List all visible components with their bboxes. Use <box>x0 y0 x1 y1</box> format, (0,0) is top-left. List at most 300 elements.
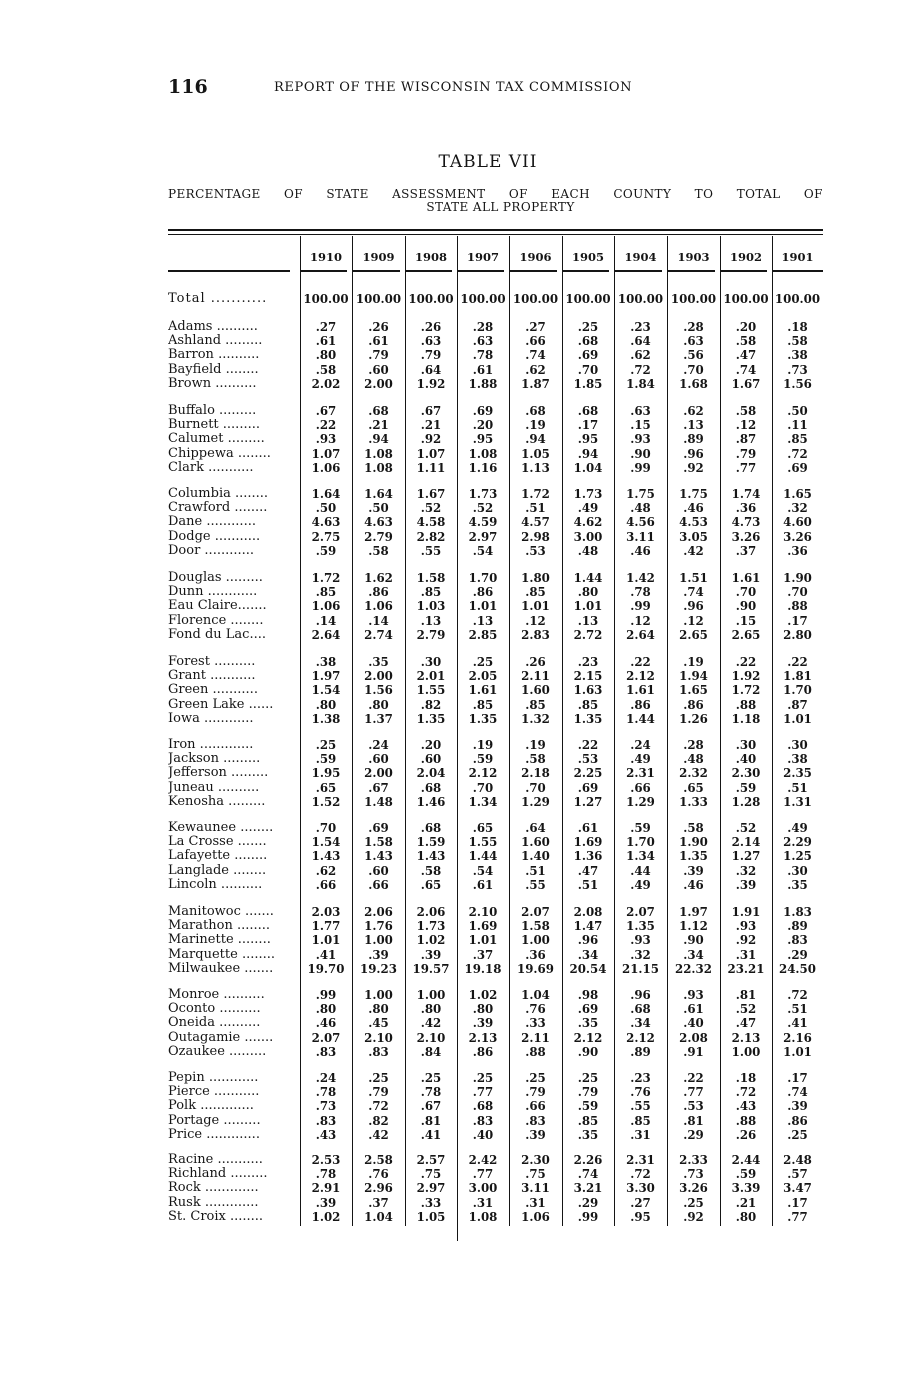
county-value: .90 <box>735 599 757 614</box>
county-value: .85 <box>315 585 337 600</box>
county-value: 1.69 <box>468 919 498 934</box>
county-name: Portage ......... <box>168 1113 261 1128</box>
county-value: 1.88 <box>468 376 498 391</box>
county-value: 1.44 <box>468 849 498 864</box>
county-value: .62 <box>525 362 546 377</box>
county-value: .93 <box>630 933 651 948</box>
county-value: 1.12 <box>679 919 708 934</box>
county-value: .67 <box>420 404 442 418</box>
county-value: 2.06 <box>364 905 393 919</box>
total-label: Total ........... <box>168 292 268 306</box>
county-value: 1.02 <box>311 1209 341 1224</box>
county-value: .53 <box>577 752 599 767</box>
county-value: 1.00 <box>731 1044 761 1059</box>
county-value: .55 <box>525 877 546 892</box>
county-name: Grant ........... <box>168 669 256 684</box>
county-value: .21 <box>735 1195 757 1210</box>
county-value: .39 <box>420 947 442 962</box>
county-value: 1.36 <box>573 849 603 864</box>
county-value: .57 <box>787 1167 808 1182</box>
county-value: 1.81 <box>783 669 812 684</box>
county-value: .93 <box>735 919 757 934</box>
county-value: 3.47 <box>783 1181 812 1196</box>
running-header: REPORT OF THE WISCONSIN TAX COMMISSION <box>274 80 633 95</box>
county-value: 1.01 <box>521 599 550 614</box>
county-value: 1.35 <box>416 711 446 726</box>
county-value: 2.53 <box>311 1153 341 1167</box>
caption-word: ASSESSMENT <box>392 187 486 201</box>
county-value: .93 <box>315 432 337 447</box>
county-value: .88 <box>525 1044 546 1059</box>
county-value: .41 <box>315 947 337 962</box>
county-value: 2.30 <box>731 766 761 781</box>
county-value: 1.56 <box>364 683 393 698</box>
county-value: .80 <box>735 1209 757 1224</box>
county-value: 1.83 <box>783 905 812 919</box>
total-value: 100.00 <box>565 292 611 306</box>
county-value: .59 <box>630 821 651 835</box>
county-value: .70 <box>472 780 494 795</box>
county-value: .32 <box>735 863 757 878</box>
county-name: Milwaukee ....... <box>168 961 274 976</box>
year-header: 1903 <box>677 250 710 264</box>
county-name: Juneau .......... <box>168 780 260 795</box>
county-name: Price ............. <box>168 1127 260 1142</box>
county-value: .63 <box>472 334 494 349</box>
county-value: .27 <box>315 320 337 334</box>
county-name: Green ........... <box>168 683 258 698</box>
county-value: .96 <box>683 446 704 461</box>
county-value: 4.57 <box>521 515 550 530</box>
county-value: 2.85 <box>468 627 498 642</box>
county-value: 1.34 <box>626 849 655 864</box>
county-value: 2.05 <box>468 669 498 684</box>
county-value: .27 <box>525 320 546 334</box>
caption-word: OF <box>284 187 304 201</box>
county-name: Crawford ........ <box>168 501 268 516</box>
county-value: 2.04 <box>416 766 446 781</box>
county-value: 1.01 <box>783 1044 812 1059</box>
header-underline <box>405 270 452 272</box>
county-value: .46 <box>683 877 704 892</box>
county-value: .34 <box>577 947 599 962</box>
county-value: .61 <box>472 362 494 377</box>
county-value: .12 <box>525 613 546 628</box>
county-value: .67 <box>315 404 337 418</box>
county-value: .61 <box>577 821 599 835</box>
county-value: .60 <box>368 752 389 767</box>
county-name: Adams .......... <box>168 320 258 334</box>
county-value: .39 <box>472 1016 494 1031</box>
county-value: .74 <box>577 1167 599 1182</box>
county-value: .96 <box>577 933 599 948</box>
county-value: 1.92 <box>416 376 446 391</box>
county-value: 1.90 <box>783 571 812 585</box>
county-value: 2.48 <box>783 1153 812 1167</box>
county-value: .48 <box>577 543 599 558</box>
county-value: .51 <box>525 501 546 516</box>
county-value: 2.65 <box>679 627 708 642</box>
county-value: .65 <box>472 821 494 835</box>
county-value: 1.13 <box>521 460 550 475</box>
county-value: .39 <box>683 863 704 878</box>
county-value: .14 <box>368 613 389 628</box>
county-value: 1.84 <box>626 376 655 391</box>
county-value: .41 <box>420 1127 442 1142</box>
county-value: 1.67 <box>416 487 446 501</box>
county-value: .92 <box>683 460 704 475</box>
county-value: .36 <box>735 501 757 516</box>
county-value: .18 <box>787 320 808 334</box>
county-value: .94 <box>368 432 389 447</box>
county-value: .59 <box>315 543 337 558</box>
county-value: 1.40 <box>521 849 550 864</box>
county-value: 1.59 <box>416 835 446 850</box>
county-value: 19.23 <box>360 961 397 976</box>
county-value: .94 <box>525 432 546 447</box>
county-value: .55 <box>420 543 442 558</box>
county-value: 1.87 <box>521 376 550 391</box>
county-value: 1.80 <box>521 571 550 585</box>
county-value: .90 <box>683 933 704 948</box>
county-value: .43 <box>315 1127 337 1142</box>
county-value: 1.06 <box>311 599 341 614</box>
county-value: .78 <box>472 348 494 363</box>
county-value: .25 <box>787 1127 808 1142</box>
county-value: .46 <box>683 501 704 516</box>
top-rule <box>168 229 823 231</box>
county-value: 2.96 <box>364 1181 393 1196</box>
county-value: .95 <box>577 432 599 447</box>
county-value: 2.07 <box>521 905 550 919</box>
county-value: .82 <box>368 1113 389 1128</box>
county-value: 1.35 <box>468 711 498 726</box>
county-value: 2.72 <box>573 627 603 642</box>
county-value: .79 <box>420 348 442 363</box>
county-value: 1.08 <box>364 460 393 475</box>
county-value: 3.05 <box>679 529 708 544</box>
county-value: 2.58 <box>364 1153 393 1167</box>
county-value: .26 <box>368 320 389 334</box>
header-underline <box>352 270 400 272</box>
county-value: .92 <box>683 1209 704 1224</box>
county-name: Eau Claire....... <box>168 599 267 614</box>
county-value: .30 <box>787 863 808 878</box>
county-value: .88 <box>735 697 757 712</box>
county-value: .42 <box>420 1016 442 1031</box>
county-value: .69 <box>368 821 389 835</box>
county-value: 1.25 <box>783 849 812 864</box>
county-value: .92 <box>420 432 442 447</box>
county-value: .21 <box>368 418 389 433</box>
county-name: Lafayette ........ <box>168 849 268 864</box>
county-value: 19.18 <box>464 961 502 976</box>
county-value: .22 <box>630 655 651 669</box>
county-value: .69 <box>787 460 808 475</box>
county-value: 2.12 <box>573 1030 603 1045</box>
county-value: .69 <box>577 348 599 363</box>
county-value: 1.46 <box>416 794 446 809</box>
county-name: Dodge ........... <box>168 529 261 544</box>
county-value: .54 <box>472 543 494 558</box>
table-title: TABLE VII <box>438 152 538 172</box>
county-value: .31 <box>735 947 757 962</box>
county-value: 1.48 <box>364 794 393 809</box>
total-value: 100.00 <box>670 292 717 306</box>
county-value: 1.29 <box>626 794 655 809</box>
county-value: .20 <box>472 418 494 433</box>
county-value: .49 <box>577 501 599 516</box>
county-value: .18 <box>735 1071 757 1085</box>
county-value: 2.64 <box>311 627 341 642</box>
county-value: .50 <box>787 404 808 418</box>
total-value: 100.00 <box>460 292 506 306</box>
county-name: La Crosse ....... <box>168 835 267 850</box>
county-value: .78 <box>315 1085 337 1100</box>
county-value: .72 <box>630 1167 651 1182</box>
county-value: .52 <box>735 1002 757 1017</box>
county-value: 1.37 <box>364 711 393 726</box>
county-value: .85 <box>787 432 808 447</box>
county-value: 1.77 <box>311 919 341 934</box>
county-value: .47 <box>735 348 757 363</box>
county-value: .58 <box>368 543 389 558</box>
county-value: 4.60 <box>783 515 812 530</box>
county-value: .26 <box>420 320 442 334</box>
county-value: .30 <box>787 738 808 752</box>
county-value: .82 <box>420 697 442 712</box>
county-value: .24 <box>630 738 651 752</box>
county-value: .38 <box>315 655 337 669</box>
county-value: .60 <box>368 362 389 377</box>
county-value: .83 <box>368 1044 389 1059</box>
county-value: 1.73 <box>416 919 446 934</box>
county-value: .73 <box>315 1099 337 1114</box>
county-value: 1.73 <box>468 487 498 501</box>
county-value: .33 <box>525 1016 546 1031</box>
county-value: .22 <box>315 418 337 433</box>
county-value: .61 <box>315 334 337 349</box>
county-value: 3.21 <box>573 1181 603 1196</box>
county-value: .35 <box>577 1016 599 1031</box>
county-name: Clark ........... <box>168 460 254 475</box>
county-value: .90 <box>630 446 651 461</box>
county-value: .56 <box>683 348 704 363</box>
county-name: Jackson ......... <box>168 752 261 767</box>
header-underline <box>667 270 715 272</box>
county-value: 1.76 <box>364 919 393 934</box>
county-value: .76 <box>630 1085 651 1100</box>
county-value: 2.14 <box>731 835 761 850</box>
caption-word: PERCENTAGE <box>168 187 261 201</box>
county-value: .39 <box>525 1127 546 1142</box>
county-value: .30 <box>420 655 442 669</box>
county-value: 2.18 <box>521 766 550 781</box>
total-value: 100.00 <box>617 292 664 306</box>
county-value: .92 <box>735 933 757 948</box>
county-value: .24 <box>368 738 389 752</box>
county-value: .65 <box>315 780 337 795</box>
county-value: .87 <box>787 697 808 712</box>
county-name: Douglas ......... <box>168 571 263 585</box>
county-value: 2.83 <box>521 627 550 642</box>
county-value: .63 <box>420 334 442 349</box>
county-value: .77 <box>787 1209 808 1224</box>
county-value: 1.27 <box>731 849 761 864</box>
county-value: .47 <box>577 863 599 878</box>
total-value: 100.00 <box>303 292 349 306</box>
county-value: 2.44 <box>731 1153 761 1167</box>
county-value: .15 <box>630 418 651 433</box>
year-header: 1905 <box>571 250 604 264</box>
county-name: Forest .......... <box>168 655 256 669</box>
county-value: .83 <box>787 933 808 948</box>
county-value: .95 <box>472 432 494 447</box>
county-value: 2.80 <box>783 627 812 642</box>
county-value: .48 <box>630 501 651 516</box>
county-value: 1.90 <box>679 835 708 850</box>
county-value: .60 <box>420 752 442 767</box>
county-value: .29 <box>787 947 808 962</box>
county-value: .25 <box>577 320 599 334</box>
county-value: .20 <box>420 738 442 752</box>
county-value: 2.11 <box>521 669 550 684</box>
county-value: .49 <box>787 821 808 835</box>
county-value: 1.52 <box>311 794 341 809</box>
county-value: .22 <box>683 1071 704 1085</box>
year-header: 1910 <box>309 250 342 264</box>
county-value: 1.05 <box>416 1209 446 1224</box>
header-underline <box>300 270 347 272</box>
county-value: 1.85 <box>573 376 603 391</box>
caption-word: TOTAL <box>736 187 781 201</box>
county-value: 1.56 <box>783 376 812 391</box>
county-value: 1.51 <box>679 571 708 585</box>
county-value: .70 <box>315 821 337 835</box>
county-value: 1.95 <box>311 766 341 781</box>
county-value: .89 <box>630 1044 651 1059</box>
county-value: 1.60 <box>521 683 550 698</box>
county-value: .83 <box>525 1113 546 1128</box>
county-value: .60 <box>368 863 389 878</box>
county-value: 1.00 <box>364 988 393 1002</box>
county-value: 23.21 <box>727 961 765 976</box>
county-value: 1.43 <box>311 849 341 864</box>
county-value: .27 <box>630 1195 651 1210</box>
county-value: 1.31 <box>783 794 812 809</box>
county-value: .35 <box>368 655 389 669</box>
county-value: .28 <box>683 738 704 752</box>
county-value: 2.00 <box>364 766 393 781</box>
county-value: 2.06 <box>416 905 446 919</box>
county-value: .83 <box>315 1044 337 1059</box>
county-value: .78 <box>420 1085 442 1100</box>
county-value: .61 <box>683 1002 704 1017</box>
county-value: .32 <box>787 501 808 516</box>
county-value: .85 <box>630 1113 651 1128</box>
county-value: .68 <box>420 780 442 795</box>
county-value: .28 <box>683 320 704 334</box>
county-name: Marathon ........ <box>168 919 271 934</box>
county-value: 1.97 <box>679 905 708 919</box>
county-value: 19.69 <box>517 961 554 976</box>
county-value: .81 <box>735 988 757 1002</box>
county-value: .13 <box>683 418 704 433</box>
county-value: 1.35 <box>573 711 603 726</box>
county-value: 1.72 <box>521 487 550 501</box>
county-value: 24.50 <box>779 961 816 976</box>
county-value: 1.00 <box>521 933 550 948</box>
county-value: 2.97 <box>468 529 498 544</box>
county-value: 1.05 <box>521 446 550 461</box>
county-value: 2.32 <box>679 766 708 781</box>
county-name: Monroe .......... <box>168 988 265 1002</box>
county-value: .50 <box>315 501 337 516</box>
county-name: Columbia ........ <box>168 487 269 501</box>
county-value: .58 <box>683 821 704 835</box>
county-value: .61 <box>368 334 389 349</box>
county-value: 1.01 <box>468 599 498 614</box>
county-value: 1.16 <box>468 460 498 475</box>
county-value: 4.63 <box>364 515 393 530</box>
county-value: .68 <box>368 404 389 418</box>
county-value: 2.25 <box>573 766 603 781</box>
year-header: 1906 <box>519 250 552 264</box>
county-value: .76 <box>525 1002 546 1017</box>
county-value: 1.01 <box>468 933 498 948</box>
county-value: .66 <box>525 334 546 349</box>
county-value: .85 <box>525 585 546 600</box>
year-header: 1902 <box>729 250 762 264</box>
county-value: 1.92 <box>731 669 761 684</box>
county-value: 1.35 <box>626 919 655 934</box>
county-value: 1.58 <box>364 835 393 850</box>
county-value: .63 <box>630 404 651 418</box>
county-value: .12 <box>630 613 651 628</box>
year-header: 1908 <box>414 250 447 264</box>
county-value: 2.31 <box>626 1153 655 1167</box>
county-value: 1.34 <box>468 794 498 809</box>
county-value: .12 <box>735 418 757 433</box>
county-value: .58 <box>735 404 757 418</box>
county-name: Door ............ <box>168 543 255 558</box>
county-name: Pierce ........... <box>168 1085 260 1100</box>
county-name: Marquette ........ <box>168 947 275 962</box>
county-value: .25 <box>420 1071 442 1085</box>
county-value: 2.10 <box>416 1030 446 1045</box>
county-value: .58 <box>420 863 442 878</box>
county-value: .19 <box>683 655 704 669</box>
county-value: .79 <box>525 1085 546 1100</box>
county-value: 2.57 <box>416 1153 446 1167</box>
county-value: .85 <box>420 585 442 600</box>
county-value: .48 <box>683 752 704 767</box>
county-value: 1.08 <box>364 446 393 461</box>
county-value: .30 <box>735 738 757 752</box>
county-value: .53 <box>683 1099 704 1114</box>
county-value: 2.02 <box>311 376 341 391</box>
county-value: 1.91 <box>731 905 761 919</box>
county-value: .35 <box>577 1127 599 1142</box>
county-value: .64 <box>420 362 442 377</box>
county-value: .13 <box>577 613 599 628</box>
county-value: .25 <box>472 655 494 669</box>
county-value: .44 <box>630 863 651 878</box>
county-value: .40 <box>472 1127 494 1142</box>
county-value: 2.08 <box>679 1030 708 1045</box>
total-value: 100.00 <box>723 292 769 306</box>
county-value: 1.07 <box>416 446 446 461</box>
